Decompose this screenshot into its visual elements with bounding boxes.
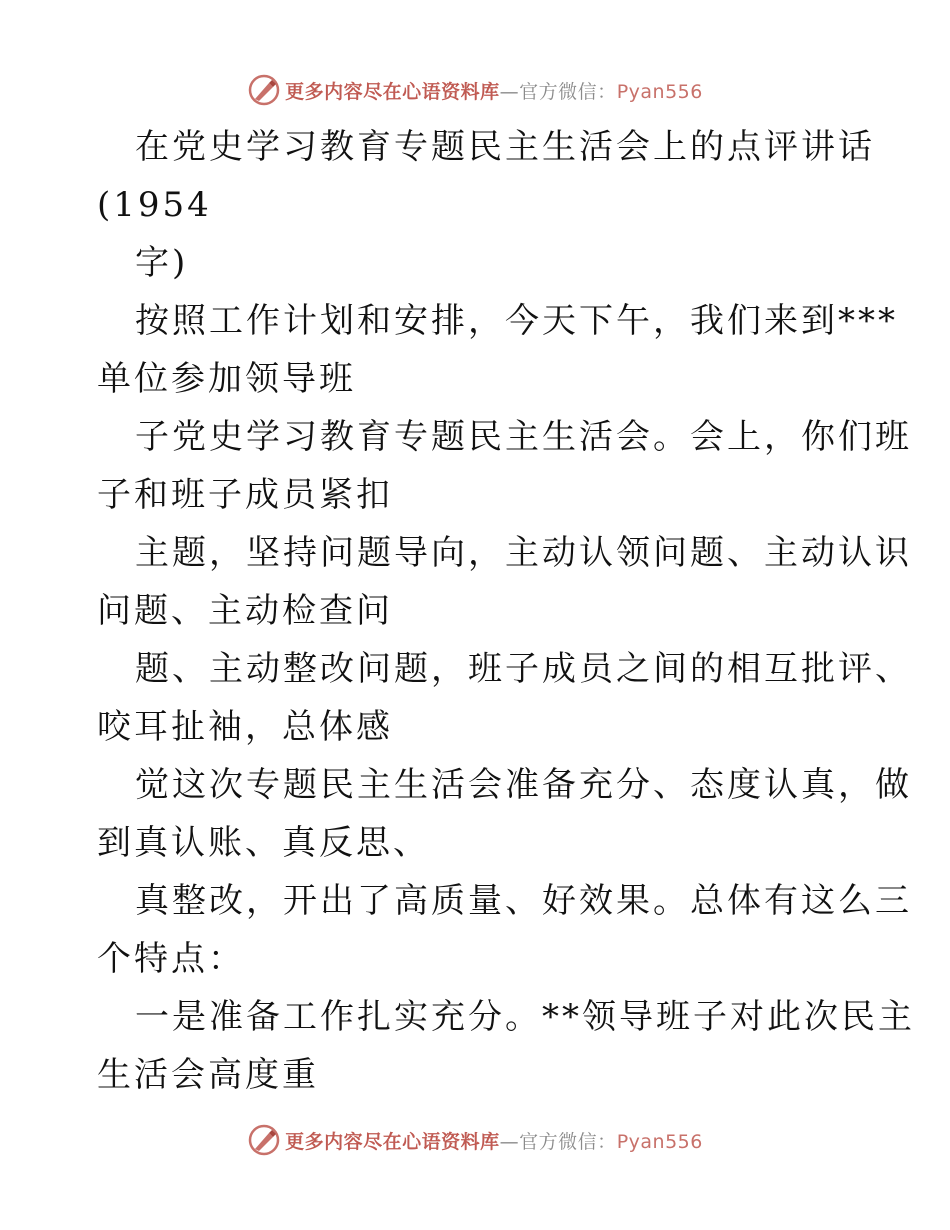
text-line: 觉这次专题民主生活会准备充分、态度认真，做	[135, 765, 912, 805]
text-line: 一是准备工作扎实充分。**领导班子对此次民主	[135, 997, 915, 1037]
text-line: 单位参加领导班	[97, 359, 356, 399]
header-watermark	[0, 70, 950, 110]
pen-logo-icon	[247, 1123, 281, 1157]
text-line: 主题，坚持问题导向，主动认领问题、主动认识	[135, 533, 912, 573]
watermark-id: Pyan556	[616, 80, 703, 103]
text-line: 字)	[135, 243, 189, 283]
text-line: 问题、主动检查问	[97, 591, 393, 631]
text-line: 生活会高度重	[97, 1055, 319, 1095]
text-line: (1954	[97, 185, 212, 225]
watermark-dash: —	[499, 1130, 520, 1153]
text-line: 子党史学习教育专题民主生活会。会上，你们班	[135, 417, 912, 457]
watermark-brand: 更多内容尽在心语资料库	[285, 1130, 500, 1153]
watermark-dash: —	[499, 80, 520, 103]
text-line: 题、主动整改问题，班子成员之间的相互批评、	[135, 649, 912, 689]
pen-logo-icon	[247, 73, 281, 107]
document-body	[97, 118, 915, 1104]
footer-watermark	[0, 1120, 950, 1160]
watermark-brand: 更多内容尽在心语资料库	[285, 80, 500, 103]
text-line: 个特点：	[97, 939, 245, 979]
text-line: 按照工作计划和安排，今天下午，我们来到***	[135, 301, 898, 341]
text-line: 子和班子成员紧扣	[97, 475, 393, 515]
text-line: 咬耳扯袖，总体感	[97, 707, 393, 747]
watermark-text	[285, 1127, 703, 1154]
watermark-sub: 官方微信：	[519, 1130, 617, 1153]
text-line: 在党史学习教育专题民主生活会上的点评讲话	[135, 127, 875, 167]
text-line: 真整改，开出了高质量、好效果。总体有这么三	[135, 881, 912, 921]
watermark-id: Pyan556	[616, 1130, 703, 1153]
watermark-sub: 官方微信：	[519, 80, 617, 103]
watermark-text	[285, 77, 703, 104]
text-line: 到真认账、真反思、	[97, 823, 430, 863]
